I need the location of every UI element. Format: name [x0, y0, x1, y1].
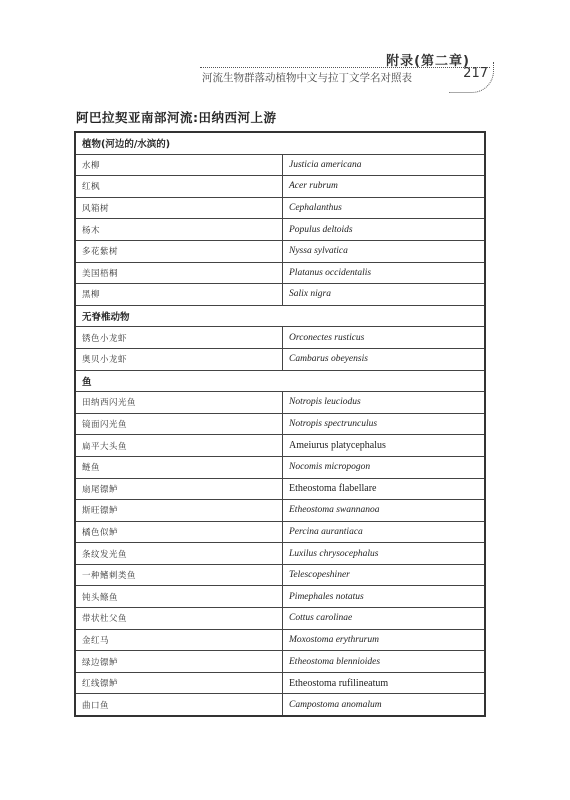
chinese-name-cell: 红线镖鲈	[75, 672, 283, 694]
chinese-name-cell: 风箱树	[75, 197, 283, 219]
chinese-name-cell: 水柳	[75, 154, 283, 176]
section-title: 阿巴拉契亚南部河流:田纳西河上游	[76, 110, 277, 125]
table-row	[75, 478, 485, 500]
table-row	[75, 629, 485, 651]
table-row	[75, 262, 485, 284]
latin-name-cell: Pimephales notatus	[283, 586, 486, 608]
table-row	[75, 154, 485, 176]
latin-name-cell: Notropis spectrunculus	[283, 413, 486, 435]
table-row	[75, 176, 485, 198]
table-row	[75, 413, 485, 435]
latin-name-cell: Telescopeshiner	[283, 564, 486, 586]
chinese-name-cell: 镜面闪光鱼	[75, 413, 283, 435]
latin-name-cell: Cephalanthus	[283, 197, 486, 219]
latin-name-cell: Orconectes rusticus	[283, 327, 486, 349]
table-section-row	[75, 370, 485, 392]
chinese-name-cell: 条纹发光鱼	[75, 543, 283, 565]
table-row	[75, 543, 485, 565]
running-header	[200, 48, 490, 92]
chinese-name-cell: 一种鳍刺类鱼	[75, 564, 283, 586]
chinese-name-cell: 黑柳	[75, 284, 283, 306]
chinese-name-cell: 绿边镖鲈	[75, 651, 283, 673]
latin-name-cell: Cambarus obeyensis	[283, 348, 486, 370]
header-dotted-rule	[200, 67, 490, 68]
table-row	[75, 672, 485, 694]
table-row	[75, 608, 485, 630]
latin-name-cell: Nyssa sylvatica	[283, 240, 486, 262]
latin-name-cell: Moxostoma erythrurum	[283, 629, 486, 651]
table-row	[75, 240, 485, 262]
latin-name-cell: Nocomis micropogon	[283, 456, 486, 478]
latin-name-cell: Etheostoma rufilineatum	[283, 672, 486, 694]
chinese-name-cell: 扇尾镖鲈	[75, 478, 283, 500]
chinese-name-cell: 斯旺镖鲈	[75, 500, 283, 522]
latin-name-cell: Percina aurantiaca	[283, 521, 486, 543]
table-row	[75, 694, 485, 716]
chinese-name-cell: 橘色似鲈	[75, 521, 283, 543]
page-number-dotted-arc	[449, 62, 494, 93]
chinese-name-cell: 杨木	[75, 219, 283, 241]
chinese-name-cell: 曲口鱼	[75, 694, 283, 716]
latin-name-cell: Luxilus chrysocephalus	[283, 543, 486, 565]
latin-name-cell: Platanus occidentalis	[283, 262, 486, 284]
chinese-name-cell: 钝头鲦鱼	[75, 586, 283, 608]
table-row	[75, 327, 485, 349]
table-row	[75, 586, 485, 608]
chapter-label: 附录(第二章)	[386, 54, 470, 69]
table-row	[75, 564, 485, 586]
page-number: 217	[463, 66, 488, 81]
chinese-name-cell: 奥贝小龙虾	[75, 348, 283, 370]
chinese-name-cell: 金红马	[75, 629, 283, 651]
chinese-name-cell: 鲢鱼	[75, 456, 283, 478]
latin-name-cell: Justicia americana	[283, 154, 486, 176]
section-label: 鱼	[75, 370, 485, 392]
latin-name-cell: Campostoma anomalum	[283, 694, 486, 716]
table-row	[75, 651, 485, 673]
table-row	[75, 392, 485, 414]
table-row	[75, 521, 485, 543]
table-row	[75, 435, 485, 457]
chinese-name-cell: 田纳西闪光鱼	[75, 392, 283, 414]
chinese-name-cell: 美国梧桐	[75, 262, 283, 284]
header-subtitle: 河流生物群落动植物中文与拉丁文学名对照表	[202, 72, 412, 84]
table-section-row	[75, 132, 485, 154]
table-row	[75, 500, 485, 522]
latin-name-cell: Acer rubrum	[283, 176, 486, 198]
table-row	[75, 284, 485, 306]
table-row	[75, 348, 485, 370]
section-label: 无脊椎动物	[75, 305, 485, 327]
latin-name-cell: Populus deltoids	[283, 219, 486, 241]
section-label: 植物(河边的/水滨的)	[75, 132, 485, 154]
latin-name-cell: Etheostoma flabellare	[283, 478, 486, 500]
table-row	[75, 456, 485, 478]
latin-name-cell: Notropis leuciodus	[283, 392, 486, 414]
table-section-row	[75, 305, 485, 327]
table-row	[75, 197, 485, 219]
latin-name-cell: Etheostoma blennioides	[283, 651, 486, 673]
chinese-name-cell: 锈色小龙虾	[75, 327, 283, 349]
chinese-name-cell: 带状杜父鱼	[75, 608, 283, 630]
chinese-name-cell: 多花紫树	[75, 240, 283, 262]
latin-name-cell: Etheostoma swannanoa	[283, 500, 486, 522]
latin-name-cell: Cottus carolinae	[283, 608, 486, 630]
species-table	[74, 131, 486, 717]
chinese-name-cell: 扁平大头鱼	[75, 435, 283, 457]
latin-name-cell: Ameiurus platycephalus	[283, 435, 486, 457]
chinese-name-cell: 红枫	[75, 176, 283, 198]
table-row	[75, 219, 485, 241]
latin-name-cell: Salix nigra	[283, 284, 486, 306]
